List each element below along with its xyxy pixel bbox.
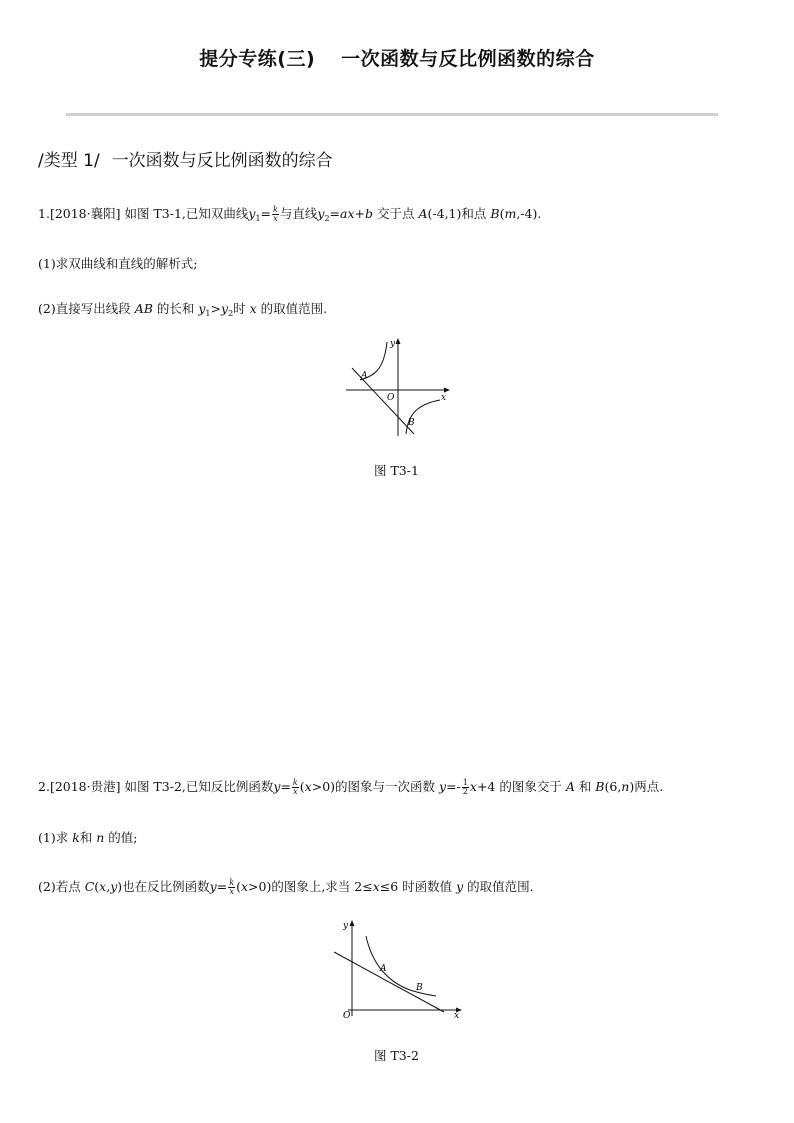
q1-text: 时 bbox=[233, 301, 250, 316]
q2-var: x bbox=[304, 779, 312, 794]
q1-text: (2)直接写出线段 bbox=[38, 301, 135, 316]
q1-source: [2018·襄阳] bbox=[49, 206, 121, 221]
q1-var: b bbox=[365, 206, 374, 221]
q2-text: +4 的图象交于 bbox=[476, 779, 566, 794]
q1-var: y bbox=[221, 301, 229, 316]
q2-number: 2. bbox=[38, 779, 50, 794]
q1-part2 bbox=[38, 301, 327, 322]
q1-sub: 1 bbox=[255, 214, 261, 223]
title-divider bbox=[66, 113, 718, 116]
q2-var: x bbox=[372, 879, 380, 894]
label-O: O bbox=[343, 1011, 351, 1021]
q2-var: y bbox=[456, 879, 464, 894]
q1-text: 的长和 bbox=[152, 301, 199, 316]
q1-var: AB bbox=[134, 301, 153, 316]
q2-text: ≤6 时函数值 bbox=[379, 879, 457, 894]
q1-sub: 1 bbox=[205, 309, 211, 318]
q1-sub: 2 bbox=[228, 309, 234, 318]
q2-var: x bbox=[99, 879, 107, 894]
q2-source: [2018·贵港] bbox=[49, 779, 121, 794]
q1-var: A bbox=[418, 206, 428, 221]
figure-t3-1 bbox=[340, 334, 460, 440]
q2-text: =- bbox=[446, 779, 461, 794]
q1-part1: (1)求双曲线和直线的解析式; bbox=[38, 256, 198, 271]
label-y: y bbox=[390, 339, 396, 349]
q2-frac-num: k bbox=[229, 878, 235, 887]
q2-frac-num: 1 bbox=[462, 778, 468, 787]
q2-text: = bbox=[280, 779, 291, 794]
q2-text: >0)的图象与一次函数 bbox=[311, 779, 440, 794]
q2-text: (6, bbox=[604, 779, 622, 794]
q1-text: 的取值范围. bbox=[256, 301, 328, 316]
label-x: x bbox=[454, 1011, 460, 1021]
q1-text: ,-4). bbox=[516, 206, 542, 221]
q2-frac-den: x bbox=[293, 787, 298, 796]
q2-part1 bbox=[38, 830, 138, 846]
q1-frac-den: x bbox=[273, 214, 278, 223]
q1-var: m bbox=[504, 206, 517, 221]
y-axis-arrow bbox=[350, 920, 355, 926]
q2-text: )也在反比例函数 bbox=[117, 879, 210, 894]
q2-fraction-2 bbox=[228, 879, 235, 896]
section-heading bbox=[38, 146, 333, 171]
q2-fraction bbox=[292, 779, 299, 796]
q2-text: (1)求 bbox=[38, 830, 73, 845]
page-title bbox=[0, 44, 794, 71]
hyperbola bbox=[366, 936, 436, 996]
q1-frac-num: k bbox=[273, 205, 278, 214]
q1-text: > bbox=[210, 301, 221, 316]
q2-text: 如图 T3-2,已知反比例函数 bbox=[120, 779, 274, 794]
q1-text: 如图 T3-1,已知双曲线 bbox=[120, 206, 249, 221]
q2-text: 的取值范围. bbox=[463, 879, 534, 894]
q1-text: + bbox=[354, 206, 366, 221]
q2-var: y bbox=[110, 879, 118, 894]
label-x: x bbox=[441, 393, 447, 403]
q1-var: ax bbox=[340, 206, 355, 221]
q2-text: 和 bbox=[79, 830, 97, 845]
q2-frac-den: x bbox=[229, 887, 234, 896]
q2-var: A bbox=[565, 779, 575, 794]
q2-text: ( bbox=[299, 779, 305, 794]
q2-var: y bbox=[273, 779, 281, 794]
section-label: 一次函数与反比例函数的综合 bbox=[111, 151, 333, 171]
q2-var: n bbox=[621, 779, 630, 794]
q2-var: n bbox=[96, 830, 105, 845]
label-A: A bbox=[361, 371, 368, 381]
x-axis-arrow bbox=[444, 388, 450, 393]
q2-text: (2)若点 bbox=[38, 879, 85, 894]
title-part2: 一次函数与反比例函数的综合 bbox=[341, 48, 595, 70]
q1-text: = bbox=[260, 206, 272, 221]
q1-text: = bbox=[329, 206, 341, 221]
figure-t3-2 bbox=[330, 914, 470, 1024]
label-B: B bbox=[416, 983, 423, 993]
q2-frac-den: 2 bbox=[462, 787, 468, 796]
label-A: A bbox=[380, 964, 387, 974]
q2-var: x bbox=[240, 879, 249, 894]
q1-var: y bbox=[317, 206, 325, 221]
q2-text: )两点. bbox=[629, 779, 664, 794]
q1-var: y bbox=[198, 301, 206, 316]
q2-text: 的值; bbox=[104, 830, 138, 845]
q2-var: k bbox=[72, 830, 80, 845]
q1-var: x bbox=[249, 301, 257, 316]
q2-half-fraction bbox=[462, 779, 469, 796]
q2-part2 bbox=[38, 879, 534, 896]
q1-fraction bbox=[272, 206, 279, 223]
q1-text: 与直线 bbox=[279, 206, 318, 221]
q2-var: x bbox=[469, 779, 477, 794]
y-axis-arrow bbox=[396, 338, 401, 344]
q2-var: B bbox=[595, 779, 605, 794]
q2-stem bbox=[38, 779, 663, 796]
q2-var: y bbox=[209, 879, 217, 894]
q2-text: >0)的图象上,求当 2≤ bbox=[248, 879, 373, 894]
q1-stem bbox=[38, 206, 541, 227]
label-B: B bbox=[408, 418, 415, 428]
figure-caption-t3-1: 图 T3-1 bbox=[374, 463, 419, 478]
q1-var: B bbox=[490, 206, 500, 221]
label-O: O bbox=[387, 393, 395, 403]
q2-text: = bbox=[216, 879, 228, 894]
q2-var: y bbox=[439, 779, 447, 794]
q1-text: (-4,1)和点 bbox=[427, 206, 491, 221]
title-part1: 提分专练(三) bbox=[199, 48, 316, 70]
q1-text: 交于点 bbox=[373, 206, 419, 221]
q2-text: , bbox=[106, 879, 111, 894]
section-prefix: /类型 1/ bbox=[38, 151, 100, 171]
q1-number: 1. bbox=[38, 206, 50, 221]
label-y: y bbox=[343, 921, 349, 931]
q1-var: y bbox=[248, 206, 256, 221]
q2-text: ( bbox=[236, 879, 241, 894]
q2-text: ( bbox=[94, 879, 100, 894]
q1-text: ( bbox=[499, 206, 505, 221]
hyperbola-branch-right bbox=[406, 400, 440, 434]
q2-text: 和 bbox=[574, 779, 596, 794]
q2-var: C bbox=[84, 879, 95, 894]
q2-frac-num: k bbox=[292, 778, 298, 787]
straight-line bbox=[334, 952, 444, 1012]
q1-sub: 2 bbox=[324, 214, 330, 223]
figure-caption-t3-2: 图 T3-2 bbox=[374, 1048, 419, 1063]
